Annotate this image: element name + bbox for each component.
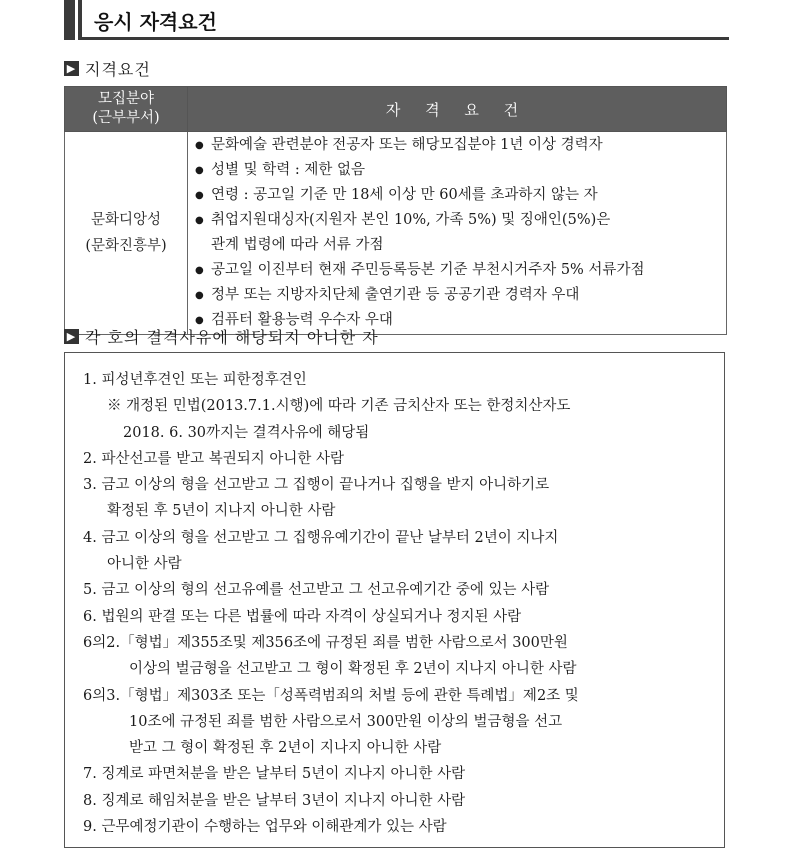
list-item: 1. 피성년후견인 또는 피한정후견인 <box>83 372 307 388</box>
list-item: ● 공고일 이진부터 현재 주민등록등본 기준 부천시거주자 5% 서류가점 <box>195 258 725 283</box>
list-item: 6의3.「형법」제303조 또는「성폭력범죄의 처벌 등에 관한 특례법」제2조 및 <box>83 687 579 704</box>
section-disqualification-heading <box>64 325 379 348</box>
list-item: 6의2.「형법」제355조및 제356조에 규정된 죄를 범한 사람으로서 300만원 <box>83 634 568 651</box>
list-item: ● 문화예술 관련분야 전공자 또는 해당모집분야 1년 이상 경력자 <box>195 133 725 158</box>
list-item-continuation: 확정된 후 5년이 지나지 아니한 사람 <box>107 503 336 520</box>
disqualification-box <box>64 352 725 848</box>
list-item-continuation: 관계 법령에 따라 서류 가점 <box>211 237 384 253</box>
list-item: ● 정부 또는 지방자치단체 출연기관 등 공공기관 경력자 우대 <box>195 283 725 308</box>
list-item: ● 성별 및 학력 : 제한 없음 <box>195 158 725 183</box>
list-item: ● 검퓨터 활용능력 우수자 우대 <box>195 308 725 333</box>
list-item-continuation: 받고 그 형이 확정된 후 2년이 지나지 아니한 사람 <box>129 740 442 757</box>
arrow-right-icon: ▶ <box>64 329 79 344</box>
list-item: 2. 파산선고를 받고 복권되지 아니한 사람 <box>83 450 344 467</box>
header-field-cell <box>65 87 188 132</box>
title-accent-block <box>64 0 75 40</box>
requirements-list <box>189 133 725 333</box>
section-qualifications-label: 지격요건 <box>85 60 151 79</box>
list-item: ● 취업지원대싱자(지원자 본인 10%, 가족 5%) 및 징애인(5%)은 관계 법령에 따라 서류 가점 <box>195 208 725 258</box>
section-disqualification-label: 각 호의 결격사유에 해당되지 아니한 자 <box>85 328 379 347</box>
table-header-row <box>65 87 727 132</box>
list-item: 7. 징계로 파면처분을 받은 날부터 5년이 지나지 아니한 사람 <box>83 766 466 783</box>
list-item-continuation: 10조에 규정된 죄를 범한 사람으로서 300만원 이상의 벌금형을 선고 <box>129 713 563 730</box>
table-row <box>65 132 727 335</box>
header-field-line1: 모집분야 <box>97 91 155 107</box>
list-item-continuation: 이상의 벌금형을 선고받고 그 형이 확정된 후 2년이 지나지 아니한 사람 <box>129 661 577 678</box>
list-item-continuation: 2018. 6. 30까지는 결격사유에 해당됨 <box>123 424 370 441</box>
field-department: (문화진흥부) <box>85 238 167 254</box>
list-item: ● 연령 : 공고일 기준 만 18세 이상 만 60세를 초과하지 않는 자 <box>195 183 725 208</box>
page-title: 응시 자격요건 <box>94 10 217 34</box>
field-cell <box>65 132 188 335</box>
list-item: 6. 법원의 판결 또는 다른 법률에 따라 자격이 상실되거나 정지된 사람 <box>83 608 522 625</box>
list-item: 4. 금고 이상의 형을 선고받고 그 집행유예기간이 끝난 날부터 2년이 지나지 <box>83 529 559 546</box>
list-item-continuation: 아니한 사람 <box>107 556 182 573</box>
list-item: 8. 징계로 해임처분을 받은 날부터 3년이 지나지 아니한 사람 <box>83 792 466 809</box>
requirements-cell <box>188 132 727 335</box>
field-name: 문화디앙성 <box>90 212 162 228</box>
arrow-right-icon: ▶ <box>64 61 79 76</box>
section-title-bar <box>64 0 729 40</box>
title-accent-bar <box>78 0 82 40</box>
list-item: 3. 금고 이상의 형을 선고받고 그 집행이 끝나거나 집행을 받지 아니하기로 <box>83 477 550 494</box>
header-field-line2: (근부부서) <box>92 110 160 126</box>
title-underline <box>82 37 729 40</box>
list-item: 9. 근무예정기관이 수행하는 업무와 이해관계가 있는 사람 <box>83 819 447 836</box>
section-qualifications-heading <box>64 57 151 80</box>
header-requirements-cell: 자 격 요 건 <box>188 87 727 132</box>
list-item-note: ※ 개정된 민법(2013.7.1.시행)에 따라 기존 금치산자 또는 한정치산자도 <box>107 398 571 415</box>
requirements-table <box>64 86 727 335</box>
disqualification-list <box>83 367 714 840</box>
list-item: 5. 금고 이상의 형의 선고유예를 선고받고 그 선고유예기간 중에 있는 사람 <box>83 582 550 599</box>
